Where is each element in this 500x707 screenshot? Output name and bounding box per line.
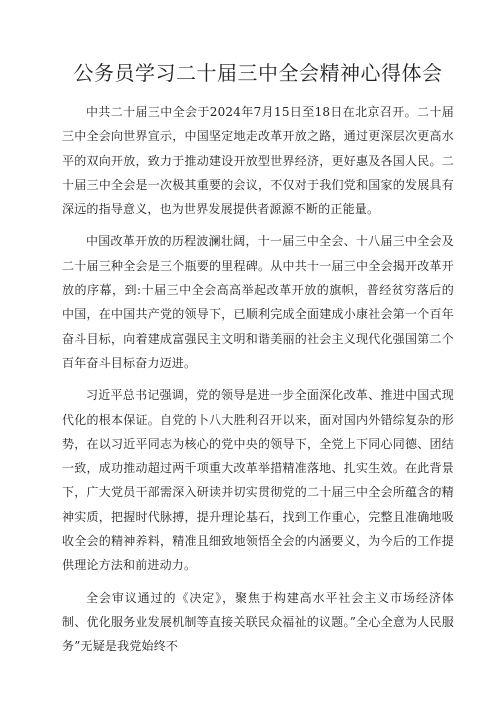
paragraph-1: 中共二十届三中全会于2024年7月15日至18日在北京召开。二十届三中全会向世界宣示，中国坚定地走改革开放之路，通过更深层次更高水平的双向开放，致力于推动建设开放型世界经济，更好惠及各国人民。二十届三中全会是一次极其重要的会议，不仅对于我们党和国家的发展具有深远的指导意义，也为世界发展提供者源源不断的正能量。 [62,105,454,217]
paragraph-4: 全会审议通过的《决定》，聚焦于构建高水平社会主义市场经济体制、优化服务业发展机制等直接关联民众福祉的议题。”全心全意为人民服务”无疑是我党始终不 [62,590,454,654]
paragraph-2: 中国改革开放的历程波澜壮阔，十一届三中全会、十八届三中全会及二十届三种全会是三个瓶要的里程碑。从中共十一届三中全会揭开改革开放的序幕，到:十届三中全会高高举起改革开放的旗帜，普经贫穷落后的中国，在中国共产党的领导下，已顺利完成全面建成小康社会第一个百年奋斗目标，向着建成富强民主文明和谐美丽的社会主义现代化强国第二个百年奋斗目标奋力迈进。 [62,234,454,370]
document-title: 公务员学习二十届三中全会精神心得体会 [73,61,443,85]
paragraph-3: 习近平总书记强调，党的领导是进一步全面深化改革、推进中国式现代化的根本保证。自党的卜八大胜利召开以来，面对国内外错综复杂的形势，在以习近平同志为核心的党中央的领导下，全党上下同心同德、团结一致，成功推动超过两千项重大改革举措精准落地、扎实生效。在此背景下，广大党员干部需深入研读并切实贯彻党的二十届三中全会所蕴含的精神实质，把握时代脉搏，提升理论基石，找到工作重心，完整且准确地吸收全会的精神养料，精准且细致地领悟全会的内涵要义，为今后的工作提供理论方法和前进动力。 [62,388,454,573]
